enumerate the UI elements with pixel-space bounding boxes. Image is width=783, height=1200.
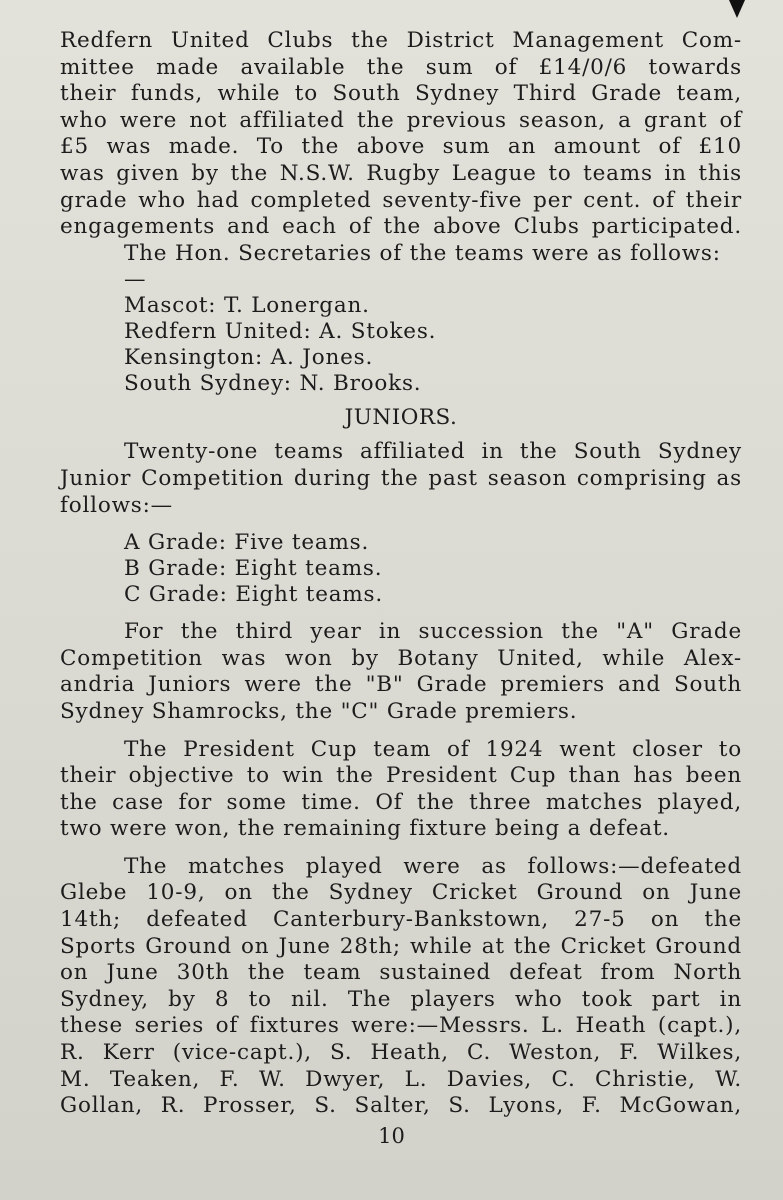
paragraph-premiers: For the third year in succession the "A" Grade Competition was won by Botany United, while Alex- andria Juniors were the "B" Grade premiers and South Sydney Shamrocks, the "C" Grade premiers. <box>60 619 742 724</box>
paragraph-district-committee: Redfern United Clubs the District Management Com- mittee made available the sum of £14/0/6 towards their funds, while to South Sydney Third Grade team, who were not affiliated the previous season, a grant of £5 was made. To the above sum an amount of £10 was given by the N.S.W. Rugby League to teams in this grade who had completed seventy-five per cent. of their engagements and each of the above Clubs participated. <box>60 28 742 240</box>
paragraph-matches: The matches played were as follows:—defeated Glebe 10-9, on the Sydney Cricket Ground on June 14th; defeated Canterbury-Bankstown, 27-5 on the Sports Ground on June 28th; while at the Cricket Ground on June 30th the team sustained defeat from North Sydney, by 8 to nil. The players who took part in these series of fixtures were:—Messrs. L. Heath (capt.), R. Kerr (vice-capt.), S. Heath, C. Weston, F. Wilkes, M. Teaken, F. W. Dwyer, L. Davies, C. Christie, W. Gollan, R. Prosser, S. Salter, S. Lyons, F. McGowan, <box>60 853 742 1119</box>
page-corner-mark <box>729 0 745 18</box>
list-item: C Grade: Eight teams. <box>124 582 384 608</box>
list-item: Redfern United: A. Stokes. <box>124 318 437 344</box>
grades-list <box>60 530 742 608</box>
list-item: Kensington: A. Jones. <box>124 344 374 370</box>
list-item: The Hon. Secretaries of the teams were as follows:— <box>124 240 721 292</box>
section-heading-juniors: JUNIORS. <box>344 404 458 430</box>
secretaries-list <box>60 241 742 397</box>
list-item: South Sydney: N. Brooks. <box>124 370 422 396</box>
paragraph-junior-competition: Twenty-one teams affiliated in the South Sydney Junior Competition during the past season comprising as follows:— <box>60 439 742 518</box>
list-item: A Grade: Five teams. <box>124 530 370 556</box>
list-item: Mascot: T. Lonergan. <box>124 292 370 318</box>
list-item: B Grade: Eight teams. <box>124 556 383 582</box>
page-number: 10 <box>378 1124 405 1148</box>
paragraph-president-cup: The President Cup team of 1924 went closer to their objective to win the President Cup than has been the case for some time. Of the three matches played, two were won, the remaining fixture being a defeat. <box>60 736 742 842</box>
page-content <box>60 28 742 1120</box>
